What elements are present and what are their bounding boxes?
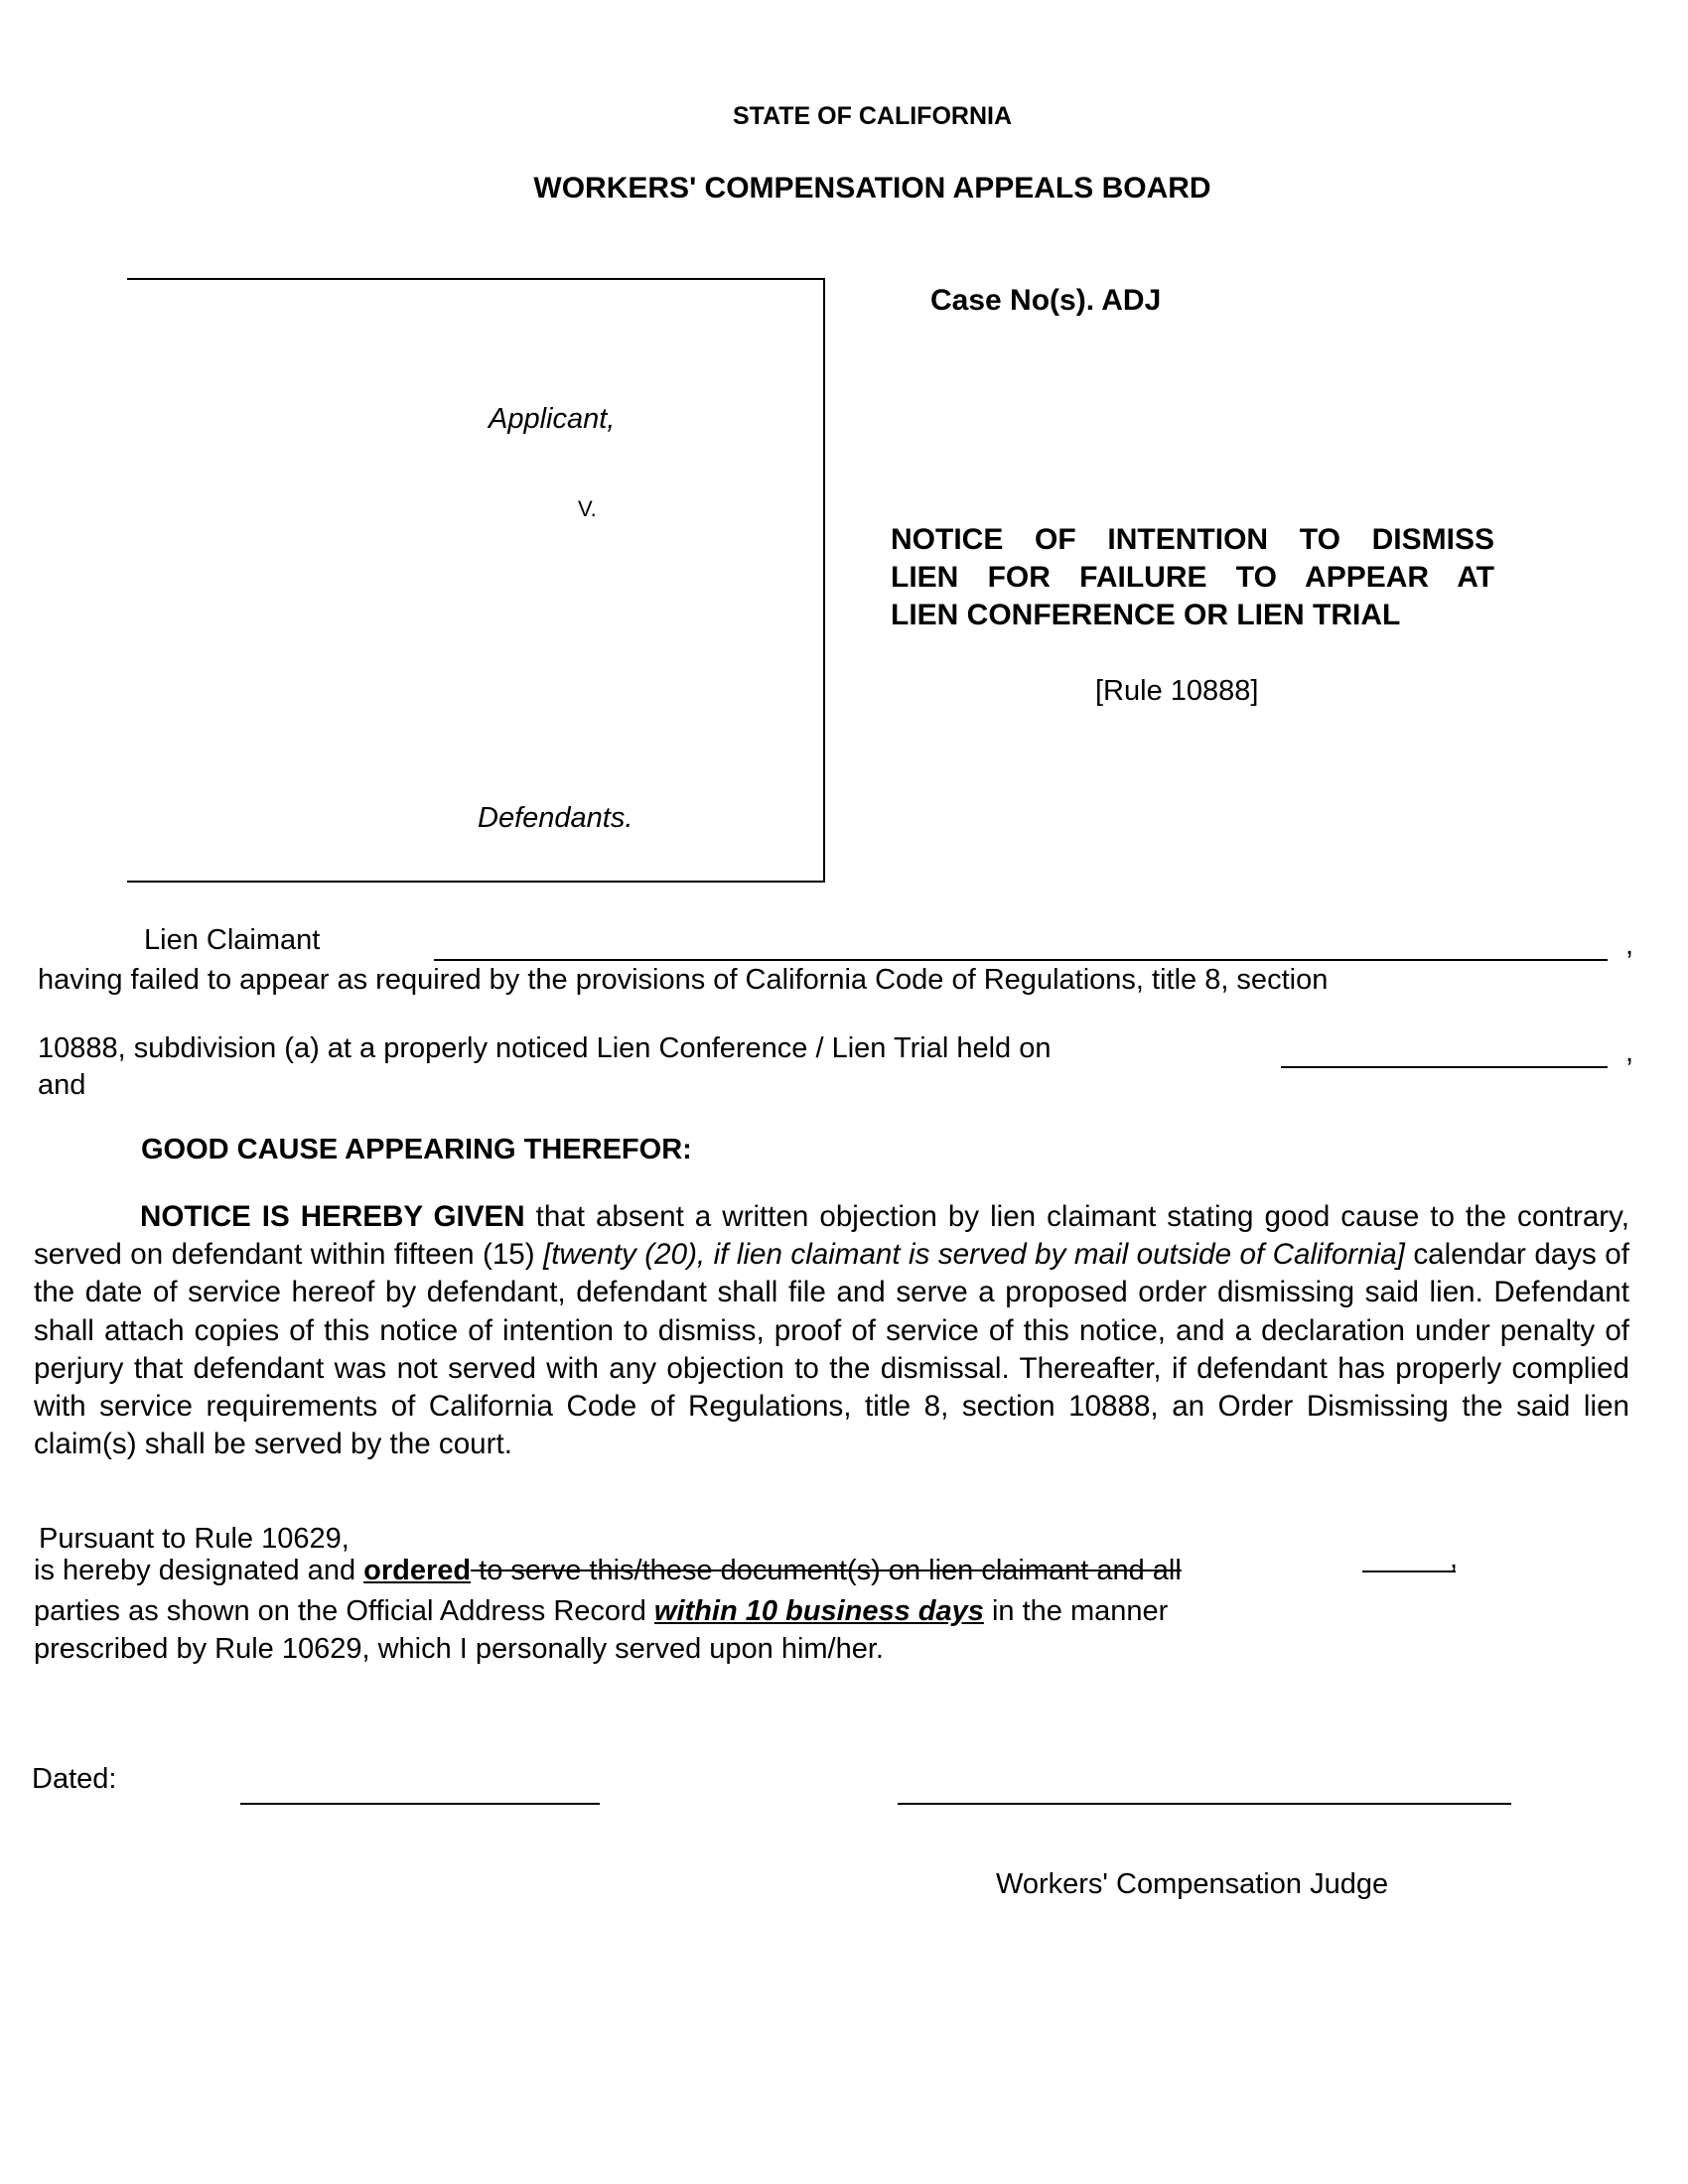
rule-reference: [Rule 10888] (1095, 675, 1259, 707)
struck-service-text: to serve this/these document(s) on lien claimant and all (471, 1555, 1182, 1586)
applicant-label: Applicant, (489, 403, 616, 435)
notice-text-part-2: calendar days of the date of service hereof by defendant, defendant shall file and serve a proposed order dismissing said lien. Defendant shall attach copies of this notice of intention to dismiss, proof of service of this notice, and a declaration under penalty of perjury that defendant was not served with any objection to the dismissal. Thereafter, if defendant has properly complied with service requirements of California Code of Regulations, title 8, section 10888, an Order Dismissing the said lien claim(s) shall be served by the court. (34, 1238, 1629, 1461)
prescribed-text: prescribed by Rule 10629, which I personally served upon him/her. (34, 1633, 884, 1665)
board-heading: WORKERS' COMPENSATION APPEALS BOARD (533, 172, 1211, 205)
notice-title-line-2: LIEN FOR FAILURE TO APPEAR AT (891, 561, 1494, 594)
date-signature-field[interactable] (240, 1803, 600, 1805)
judge-label: Workers' Compensation Judge (996, 1868, 1389, 1900)
lien-claimant-comma: , (1625, 929, 1634, 961)
versus-label: V. (578, 496, 597, 521)
designated-text: is hereby designated and (34, 1555, 364, 1586)
case-caption-box (127, 278, 825, 883)
state-heading: STATE OF CALIFORNIA (733, 102, 1012, 130)
notice-title (891, 521, 1494, 634)
parties-lead-text: parties as shown on the Official Address Record (34, 1595, 654, 1627)
pursuant-text: Pursuant to Rule 10629, (39, 1523, 350, 1555)
dated-label: Dated: (32, 1763, 117, 1795)
lien-claimant-label: Lien Claimant (144, 924, 321, 956)
notice-lead: NOTICE IS HEREBY GIVEN (140, 1200, 525, 1233)
notice-title-line-1: NOTICE OF INTENTION TO DISMISS (891, 523, 1494, 556)
ordered-text: ordered (363, 1555, 472, 1586)
judge-signature-field[interactable] (898, 1803, 1511, 1805)
designated-line (34, 1555, 1182, 1587)
hearing-date-comma: , (1625, 1036, 1634, 1068)
notice-text-part-1: that absent a written objection by lien claimant stating good cause to the contrary, served on defendant within fifteen (15) (34, 1200, 1629, 1272)
notice-paragraph (34, 1198, 1629, 1463)
and-text: and (38, 1069, 86, 1101)
subdivision-text: 10888, subdivision (a) at a properly noticed Lien Conference / Lien Trial held on (38, 1032, 1052, 1064)
notice-title-line-3: LIEN CONFERENCE OR LIEN TRIAL (891, 599, 1401, 631)
hearing-date-field[interactable] (1281, 1066, 1608, 1068)
parties-paragraph (34, 1592, 1168, 1668)
parties-tail-text: in the manner (983, 1595, 1169, 1627)
good-cause-heading: GOOD CAUSE APPEARING THEREFOR: (141, 1134, 692, 1165)
defendants-label: Defendants. (478, 802, 633, 834)
lien-claimant-name-field[interactable] (434, 959, 1608, 961)
case-number-label: Case No(s). ADJ (930, 284, 1162, 317)
notice-text-italic: [twenty (20), if lien claimant is served by mail outside of California] (543, 1238, 1405, 1272)
within-days-text: within 10 business days (653, 1595, 984, 1627)
failed-to-appear-text: having failed to appear as required by the provisions of California Code of Regulations, title 8, section (38, 964, 1329, 996)
designee-line-extension (1362, 1570, 1456, 1572)
designee-comma: , (1450, 1543, 1459, 1574)
